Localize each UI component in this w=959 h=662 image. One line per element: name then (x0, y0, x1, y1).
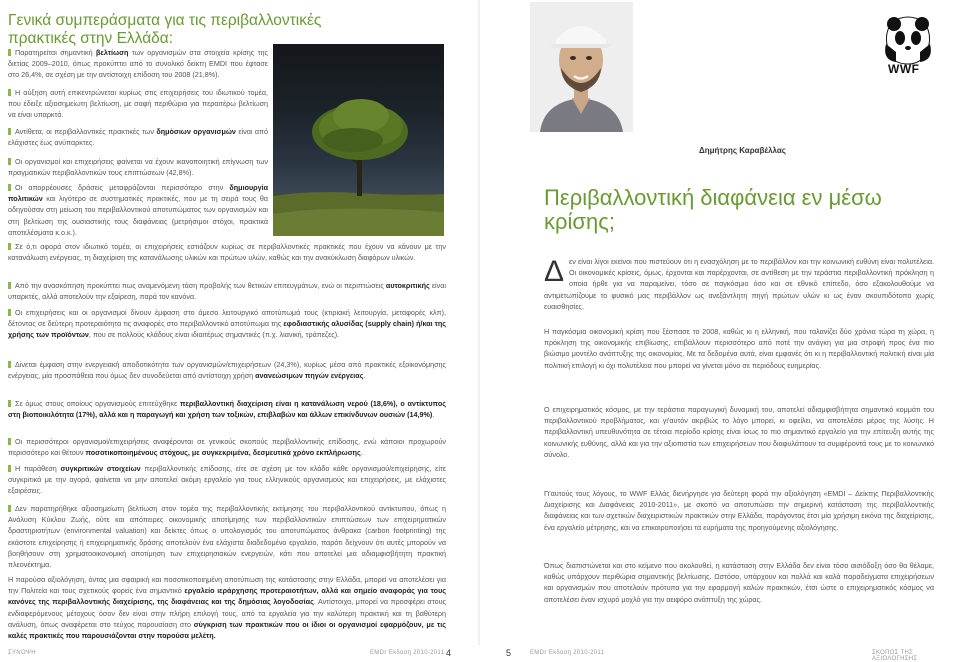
bullet-1: Παρατηρείται σημαντική βελτίωση των οργανισμών στα στοιχεία κρίσης της διετίας 2009–2010, όπως προκύπτει από το συνολικό δείκτη EMDI που έφτασε στο 26,4%, σε σχέση με την αντίστοιχη επίδοση του 2008 (21,8%). (8, 48, 268, 80)
footer-edition-right: EMDI Έκδοση 2010-2011 (530, 650, 605, 656)
right-page (480, 0, 959, 660)
left-page (0, 0, 479, 660)
paragraph-4: Όπως διαπιστώνεται και στο κείμενο που ακολουθεί, η κατάσταση στην Ελλάδα δεν είναι τόσο αισιόδοξη όσο θα θέλαμε, καθώς υπάρχουν περιθώρια σημαντικής βελτίωσης. Ωστόσο, υπάρχουν και πολλά και καλά παραδείγματα επιχειρήσεων και οργανισμών που αποτελούν πρότυπα για την εφαρμογή καλών πρακτικών, έτσι ώστε ο επιχειρηματικός κόσμος να αποτελέσει έναν ισχυρό μοχλό για την αειφόρο ανάπτυξη της χώρας. (544, 561, 934, 604)
closing-paragraph: Η παρούσα αξιολόγηση, όντας μια σφαιρική και ποσοτικοποιημένη αποτύπωση της κατάστασης στην Ελλάδα, μπορεί να αποτελέσει για την Πολιτεία και τους σχετικούς φορείς ένα σημαντικό εργαλείο ιεράρχησης προτεραιοτήτων, αλλά και σημείο αναφοράς για τους κανόνες της περιβαλλοντικής διαχείρισης, της διαφάνειας και της δημόσιας λογοδοσίας. Αντίστοιχα, μπορεί να προσφέρει στους ενδιαφερόμενους μέτοχους όσον δεν είναι στην πλήρη επιλογή τους, από τα εργαλεία για την καλύτερη πρακτική και τη βαθύτερη ανάλυση, όπως αναφέρεται στο τεύχος παρουσίαση στο σύγκριση των πρακτικών που οι ίδιοι οι οργανισμοί εφαρμόζουν, με τις καλές πρακτικές που παρουσιάζονται στην παρούσα μελέτη. (8, 575, 446, 641)
drop-cap: Δ (544, 255, 565, 288)
left-footer (0, 648, 479, 660)
footer-section-right: ΣΚΟΠΟΣ ΤΗΣ ΑΞΙΟΛΟΓΗΣΗΣ (872, 650, 918, 662)
bullet-2: Η αύξηση αυτή επικεντρώνεται κυρίως στις επιχειρήσεις του ιδιωτικού τομέα, που έδειξε αξιοσημείωτη βελτίωση, με σαφή περιθώρια για περαιτέρω βελτίωση να είναι υπαρκτά. (8, 88, 268, 120)
bullet-3: Αντίθετα, οι περιβαλλοντικές πρακτικές των δημόσιων οργανισμών είναι από ελάχιστες έως ανύπαρκτες. (8, 127, 268, 148)
author-name: Δημήτρης Καραβέλλας (699, 146, 786, 155)
wwf-panda-logo (882, 14, 934, 76)
footer-section-label: ΣΥΝΟΨΗ (8, 650, 36, 656)
portrait-photo (530, 2, 633, 132)
bullet-9: Δίνεται έμφαση στην ενεργειακή αποδοτικότητα των οργανισμών/επιχειρήσεων (24,3%), κυρίως μέσα από πρακτικές εξοικονόμησης ενέργειας, μία προσπάθεια που όμως δεν συνοδεύεται από αντίστοιχη χρήση ανανεώσιμων πηγών ενέργειας. (8, 360, 446, 381)
page-number-left: 4 (446, 648, 452, 658)
page-number-right: 5 (506, 648, 512, 658)
bullet-13: Δεν παρατηρήθηκε αξιοσημείωτη βελτίωση στον τομέα της περιβαλλοντικής εκτίμησης του περιβαλλοντικού αντίκτυπου, όπως η Ανάλυση Κύκλου Ζωής, ούτε και απόπειρες οικονομικής αποτίμησης των περιβαλλοντικών επιπτώσεων των επιχειρηματικών δραστηριοτήτων (environmental valuation) και δείκτες όπως ο υπολογισμός του αποτυπώματος άνθρακα (carbon footprinting) της εκάστοτε επιχείρησης ή επιχειρηματικής δράσης αποτελούν ένα ελάχιστα διαδεδομένο εργαλείο, παρότι δείχνουν ότι αυτές μπορούν να βοηθήσουν στη χρηματοοικονομική αποτίμηση των επιχειρησιακών ενεργειών, κάτι που αποτελεί μια αδιαμφισβήτητη πρακτική πλεονέκτημα. (8, 504, 446, 570)
right-footer (480, 648, 959, 660)
bullet-8: Οι επιχειρήσεις και οι οργανισμοί δίνουν έμφαση στο άμεσο λειτουργικό αποτύπωμά τους (κτιριακή λειτουργία, μεταφορές κλπ), δέτοντας σε δεύτερη προτεραιότητα τις αναφορές στο περιβαλλοντικό αποτύπωμα της εφοδιαστικής αλυσίδας (supply chain) ή/και της χρήσης των προϊόντων, που σε πολλούς κλάδους είναι ιδιαιτέρως σημαντικές (π.χ. λιανική, τράπεζες). (8, 308, 446, 340)
wwf-wordmark: WWF (888, 62, 920, 76)
bullet-6: Σε ό,τι αφορά στον ιδιωτικό τομέα, οι επιχειρήσεις εστιάζουν κυρίως σε περιβαλλοντικές πρακτικές που έχουν να κάνουν με την κατανάλωση ενέργειας, τη διαχείριση της κατανάλωσης υλικών και πρώτων υλών, καθώς και την ανακύκλωση διαφόρων υλικών. (8, 242, 446, 263)
footer-edition: EMDI Έκδοση 2010-2011 (370, 650, 445, 656)
paragraph-2: Ο επιχειρηματικός κόσμος, με την τεράστια παραγωγική δυναμική του, αποτελεί αδιαμφισβήτητα σημαντικό κομμάτι του περιβαλλοντικού προβλήματος, και γι'αυτόν ακριβώς το λόγο μπορεί, κι οφείλει, να αποτελέσει μέρος της λύσης. Η περιβαλλοντική υπευθυνότητα σε τέτοια περίοδο κρίσης είναι ίσως το πιο σημαντικό εργαλείο για την επίτευξη αυτής της κοινωνικής ευθύνης, αλλά και για την αξιοπιστία των επιχειρήσεων που διαφυλάττουν τα συμφέροντά τους με το κοινωνικό σύνολο. (544, 405, 934, 459)
section-title: Γενικά συμπεράσματα για τις περιβαλλοντικές πρακτικές στην Ελλάδα: (8, 12, 322, 48)
bullet-10: Σε όμως στους οποίους οργανισμούς επιτεύχθηκε περιβαλλοντική διαχείριση είναι η κατανάλωση νερού (18,6%), ο αντίκτυπος στη βιοποικιλότητα (17%), αλλά και η παραγωγή και χρήση των τοξικών, επιβλαβών και άλλων επικίνδυνων ουσιών (14,9%). (8, 399, 446, 420)
paragraph-3: Γι'αυτούς τους λόγους, το WWF Ελλάς διενήργησε για δεύτερη φορά την αξιολόγηση «EMDI – Δείκτης Περιβαλλοντικής Διαχείρισης και Διαφάνειας 2010-2011», με σκοπό να αποτυπώσει την σημερινή κατάσταση της περιβαλλοντικής διαφάνειας και των σχετικών διαχειριστικών πρακτικών στην Ελλάδα, παράγοντας έτσι μία χρήσιμη εικόνα της διαχείρισης, ένα εργαλείο μέτρησης, και να επικαιροποιήσει τα ευρήματα της προηγούμενης αξιολόγησης. (544, 489, 934, 532)
lead-paragraph: Δεν είναι λίγοι εκείνοι που πιστεύουν ότι η ενασχόληση με το περιβάλλον και την κοινωνική ευθύνη είναι πολυτέλεια. Οι οικονομικές κρίσεις, όμως, έρχονται και παρέρχονται, σε αντίθεση με την τεράστια περιβαλλοντική πρόκληση η οποία ήρθε για να παραμείνει, τόσο σε παγκόσμιο όσο και σε εθνικό επίπεδο, όσο εξακολουθούμε να αντιμετωπίζουμε το φυσικό μας περιβάλλον ως ανεξάντλητη πηγή πρώτων υλών κι ως έναν σκουπιδότοπο χωρίς ευαισθησίες. (544, 255, 934, 311)
tree-photo (273, 44, 444, 236)
bullet-4: Οι οργανισμοί και επιχειρήσεις φαίνεται να έχουν ικανοποιητική επίγνωση των πραγματικών περιβαλλοντικών τους επιπτώσεων (42,8%). (8, 157, 268, 178)
bullet-11: Οι περισσότεροι οργανισμοί/επιχειρήσεις αναφέρονται σε γενικούς σκοπούς περιβαλλοντικής επίδοσης, ενώ κάποιοι προχωρούν περισσότερο και θέτουν ποσοτικοποιημένους στόχους, με συγκεκριμένα, δεσμευτικά χρόνο εκπλήρωσης. (8, 437, 446, 458)
bullet-5: Οι απορρέουσες δράσεις μεταφράζονται περισσότερο στην δημιουργία πολιτικών και λιγότερο σε συστηματικές πρακτικές, που με τη σειρά τους θα οδηγούσαν στη μείωση του περιβαλλοντικού αποτυπώματος των οργανισμών και στη βελτίωση της ουσιαστικής τους διαφάνειας (μετρήσιμοι στόχοι, πρακτικά αποτελέσματα κ.ο.κ.). (8, 183, 268, 237)
bullet-12: Η παράθεση συγκριτικών στοιχείων περιβαλλοντικής επίδοσης, είτε σε σχέση με τον κλάδο κάθε οργανισμού/επιχείρησης, είτε συγκριτικά με την αγορά, φαίνεται να μην αποτελεί ακόμη εργαλείο για τους ελληνικούς οργανισμούς και επιχειρήσεις, με ελάχιστες εξαιρέσεις. (8, 464, 447, 496)
editorial-title: Περιβαλλοντική διαφάνεια εν μέσω κρίσης; (544, 185, 882, 234)
bullet-7: Από την ανασκόπηση προκύπτει πως αναμενόμενη τάση προβολής των θετικών επιτευγμάτων, ενώ οι περιπτώσεις αυτοκριτικής είναι υπαρκτές, αλλά αποτελούν την εξαίρεση, παρά τον κανόνα. (8, 281, 446, 302)
paragraph-1: Η παγκόσμια οικονομική κρίση που ξέσπασε το 2008, καθώς κι η ελληνική, που ταλανίζει δύο χρόνια τώρα τη χώρα, η πρόκληση της οικονομικής επιβίωσης, επιβάλλουν περισσότερο από ποτέ την ανάγκη για μια στροφή προς ένα πιο βιώσιμο μοντέλο ανάπτυξης της οικονομίας. Με τα δεδομένα αυτά, είναι εμφανές ότι κι η περιβαλλοντική πολιτική είναι μία πολιτική επιλογή κι όχι πολυτέλεια που μπορεί να γίνεται μόνο σε περιόδους ευημερίας. (544, 327, 934, 370)
